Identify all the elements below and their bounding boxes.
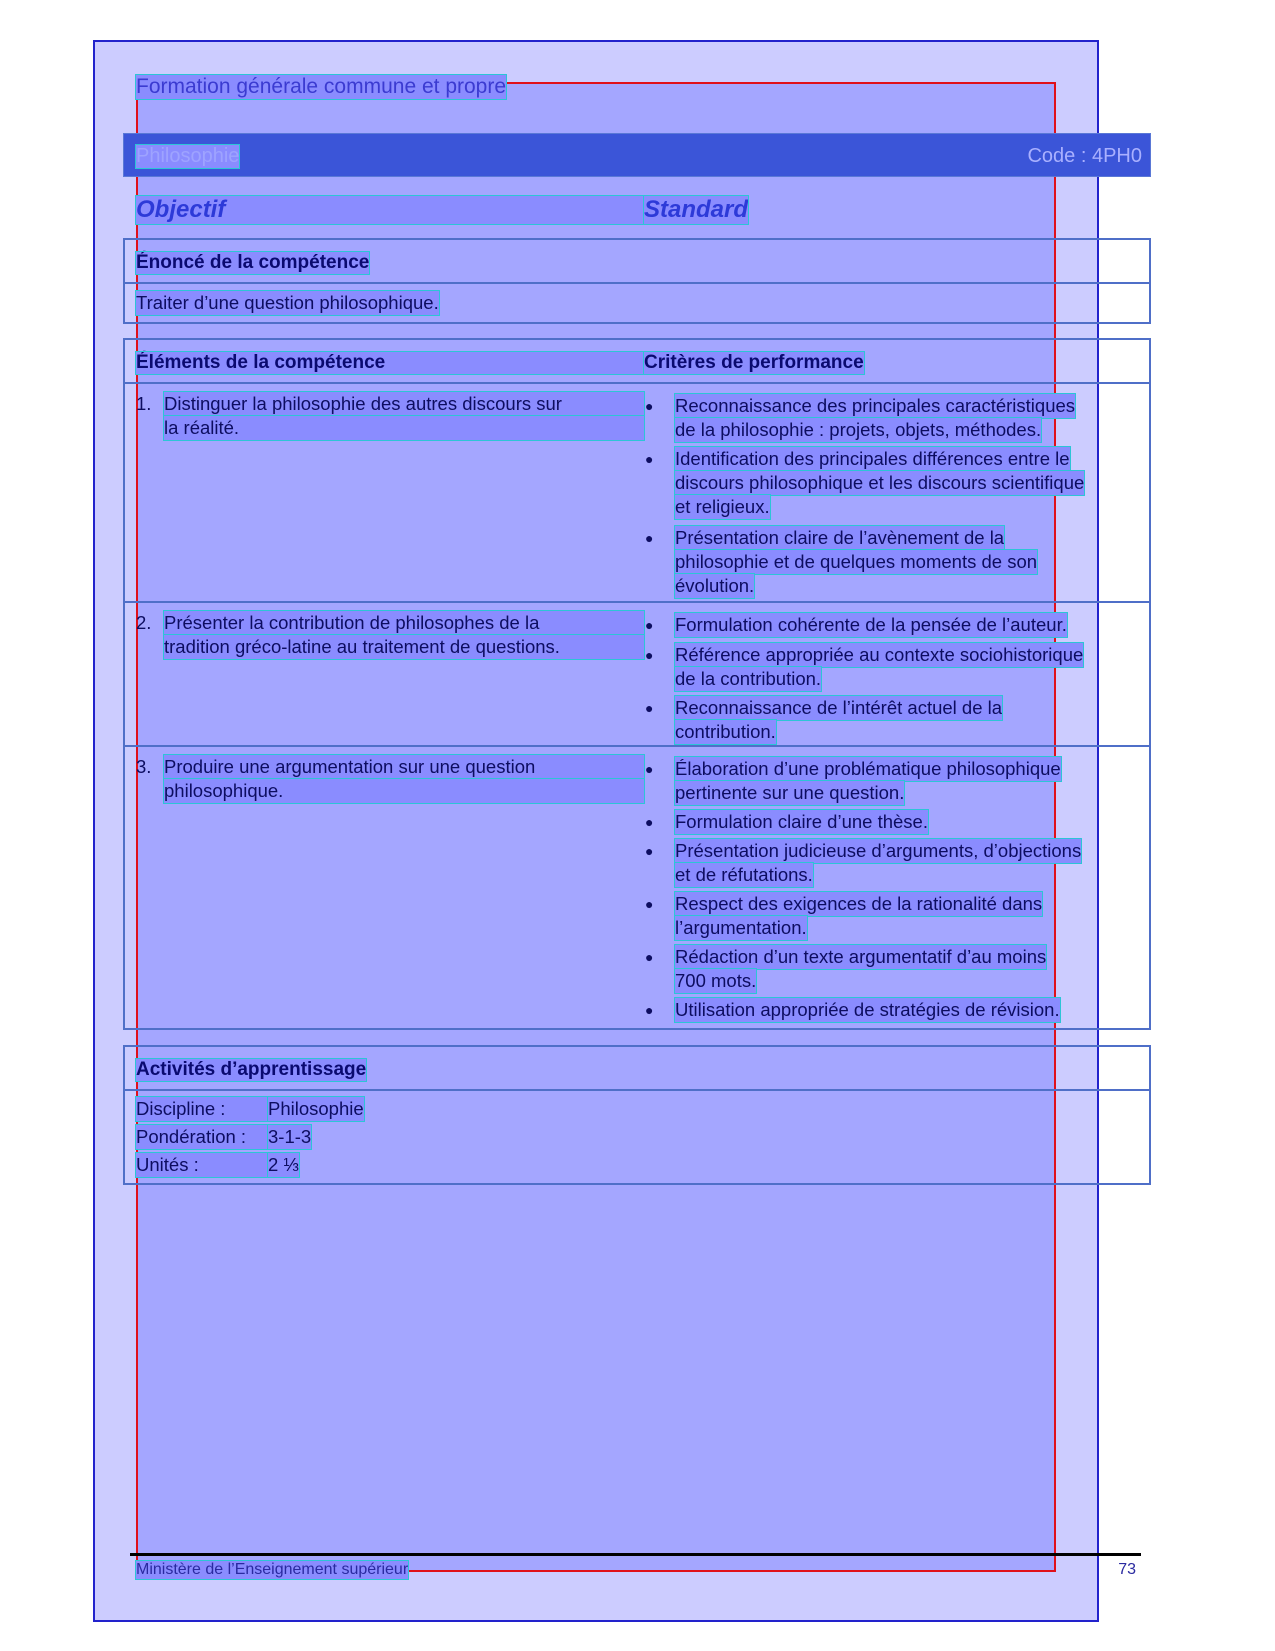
- standard-heading: Standard: [644, 196, 749, 223]
- activities-heading: Activités d’apprentissage: [136, 1059, 367, 1080]
- criterion-line: et religieux.: [675, 496, 770, 517]
- criterion-line: Identification des principales différences entre le: [675, 448, 1070, 469]
- criterion-line: et de réfutations.: [675, 864, 813, 885]
- criterion-line: Respect des exigences de la rationalité dans: [675, 893, 1043, 914]
- bullet-icon: ●: [645, 647, 654, 663]
- element-line: philosophique.: [164, 779, 644, 803]
- criterion-line: de la contribution.: [675, 668, 822, 689]
- divider: [123, 745, 1151, 747]
- footer-ministry: Ministère de l’Enseignement supérieur: [136, 1561, 409, 1578]
- criterion-line: 700 mots.: [675, 970, 757, 991]
- ponderation-value: 3-1-3: [268, 1126, 312, 1147]
- element-number: 1.: [136, 393, 152, 414]
- section-title: Formation générale commune et propre: [136, 75, 507, 98]
- units-value: 2 ⅓: [268, 1154, 299, 1175]
- discipline-value: Philosophie: [268, 1098, 364, 1119]
- bullet-icon: ●: [645, 814, 654, 830]
- elements-heading: Éléments de la compétence: [136, 352, 644, 374]
- criterion-line: pertinente sur une question.: [675, 782, 905, 803]
- criterion-line: Référence appropriée au contexte sociohistorique: [675, 644, 1084, 665]
- element-line: tradition gréco-latine au traitement de questions.: [164, 635, 644, 659]
- bullet-icon: ●: [645, 761, 654, 777]
- divider: [123, 382, 1151, 384]
- discipline-title: Philosophie: [136, 145, 240, 167]
- page-number: 73: [1118, 1561, 1136, 1578]
- discipline-label: Discipline :: [136, 1097, 268, 1121]
- criterion-line: Utilisation appropriée de stratégies de révision.: [675, 999, 1060, 1020]
- criterion-line: Présentation judicieuse d’arguments, d’objections: [675, 840, 1082, 861]
- criterion-line: philosophie et de quelques moments de son: [675, 551, 1038, 572]
- footer-rule: [130, 1553, 1141, 1556]
- bullet-icon: ●: [645, 1002, 654, 1018]
- discipline-band: [123, 133, 1151, 177]
- bullet-icon: ●: [645, 617, 654, 633]
- criteria-heading: Critères de performance: [644, 352, 864, 373]
- criterion-line: contribution.: [675, 721, 776, 742]
- course-code: Code : 4PH0: [1027, 145, 1142, 167]
- criterion-line: de la philosophie : projets, objets, méthodes.: [675, 419, 1042, 440]
- criterion-line: évolution.: [675, 575, 755, 596]
- ponderation-label: Pondération :: [136, 1125, 268, 1149]
- divider: [123, 1089, 1151, 1091]
- element-line: la réalité.: [164, 416, 644, 440]
- units-label: Unités :: [136, 1153, 268, 1177]
- bullet-icon: ●: [645, 896, 654, 912]
- statement-text: Traiter d’une question philosophique.: [136, 292, 439, 313]
- criterion-line: Formulation claire d’une thèse.: [675, 811, 928, 832]
- criterion-line: Reconnaissance de l’intérêt actuel de la: [675, 697, 1003, 718]
- element-line: Distinguer la philosophie des autres discours sur: [164, 392, 644, 416]
- divider: [123, 282, 1151, 284]
- objective-heading: Objectif: [136, 196, 644, 224]
- bullet-icon: ●: [645, 949, 654, 965]
- criterion-line: Présentation claire de l’avènement de la: [675, 527, 1005, 548]
- bullet-icon: ●: [645, 451, 654, 467]
- criterion-line: l’argumentation.: [675, 917, 807, 938]
- criterion-line: Formulation cohérente de la pensée de l’auteur.: [675, 614, 1067, 635]
- bullet-icon: ●: [645, 700, 654, 716]
- bullet-icon: ●: [645, 398, 654, 414]
- criterion-line: Rédaction d’un texte argumentatif d’au moins: [675, 946, 1047, 967]
- element-number: 3.: [136, 756, 152, 777]
- bullet-icon: ●: [645, 530, 654, 546]
- element-line: Présenter la contribution de philosophes de la: [164, 611, 644, 635]
- element-number: 2.: [136, 612, 152, 633]
- divider: [123, 601, 1151, 603]
- criterion-line: Reconnaissance des principales caractéristiques: [675, 395, 1076, 416]
- statement-heading: Énoncé de la compétence: [136, 252, 370, 273]
- criterion-line: discours philosophique et les discours scientifique: [675, 472, 1085, 493]
- bullet-icon: ●: [645, 843, 654, 859]
- criterion-line: Élaboration d’une problématique philosophique: [675, 758, 1061, 779]
- element-line: Produire une argumentation sur une question: [164, 755, 644, 779]
